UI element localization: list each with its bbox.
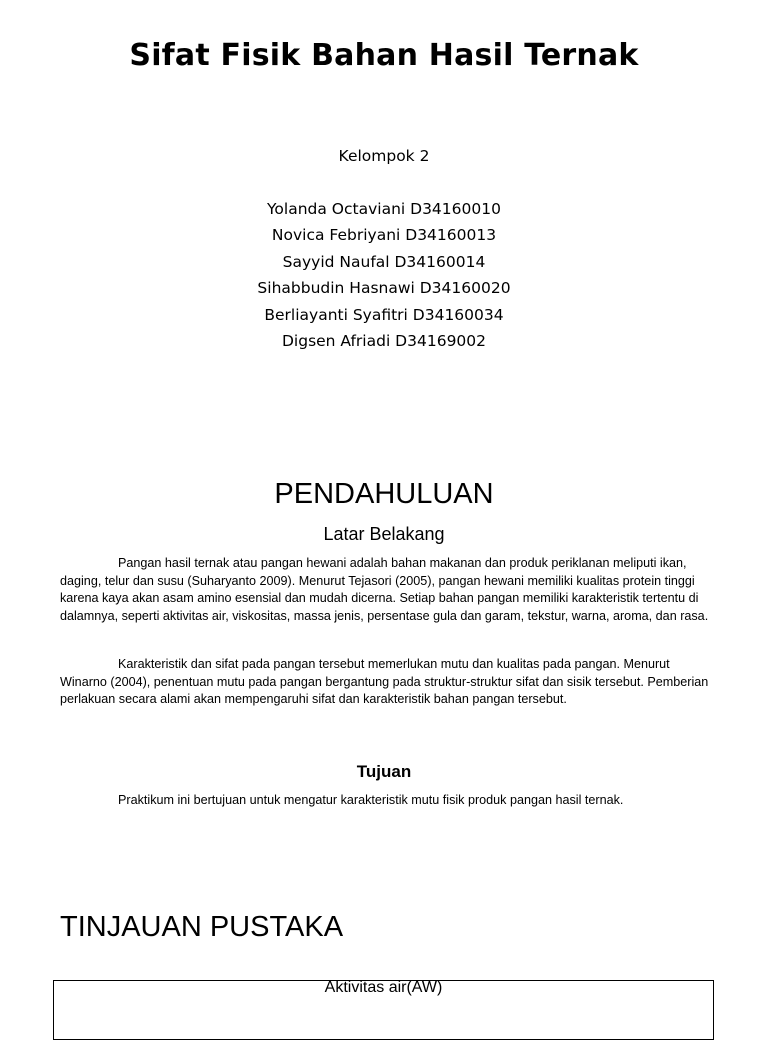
group-label: Kelompok 2 (338, 147, 430, 165)
group-member: Sihabbudin Hasnawi D34160020 (257, 279, 511, 297)
group-info (0, 143, 768, 355)
group-member: Yolanda Octaviani D34160010 (267, 199, 501, 218)
latar-belakang-paragraph-1: Pangan hasil ternak atau pangan hewani adalah bahan makanan dan produk periklanan meliputi ikan, daging, telur dan susu (Suharyanto 2009). Menurut Tejasori (2005), pangan hewani memiliki kualitas protein tinggi karena kaya akan asam amino esensial dan mudah dicerna. Setiap bahan pangan memiliki karakteristik tertentu di dalamnya, seperti aktivitas air, viskositas, massa jenis, persentase gula dan garam, tekstur, warna, aroma, dan rasa. (60, 556, 709, 623)
pendahuluan-heading: PENDAHULUAN (274, 478, 494, 510)
group-member: Berliayanti Syafitri D34160034 (264, 305, 504, 324)
tinjauan-pustaka-heading: TINJAUAN PUSTAKA (60, 911, 344, 943)
group-member: Digsen Afriadi D34169002 (281, 332, 487, 350)
aktivitas-air-table (53, 980, 714, 1040)
table-header-cell: Aktivitas air(AW) (324, 979, 443, 996)
group-member: Novica Febriyani D34160013 (271, 226, 497, 244)
tujuan-heading: Tujuan (356, 762, 412, 781)
group-member: Sayyid Naufal D34160014 (282, 252, 486, 271)
document-title: Sifat Fisik Bahan Hasil Ternak (129, 38, 639, 73)
latar-belakang-subheading: Latar Belakang (323, 524, 445, 544)
latar-belakang-paragraph-2: Karakteristik dan sifat pada pangan tersebut memerlukan mutu dan kualitas pada pangan. Menurut Winarno (2004), penentuan mutu pada pangan bergantung pada struktur-struktur sifat dan sisik tersebut. Pemberian perlakuan secara alami akan mempengaruhi sifat dan karakteristik bahan pangan tersebut. (60, 657, 709, 706)
tujuan-paragraph: Praktikum ini bertujuan untuk mengatur karakteristik mutu fisik produk pangan hasil ternak. (118, 793, 624, 807)
